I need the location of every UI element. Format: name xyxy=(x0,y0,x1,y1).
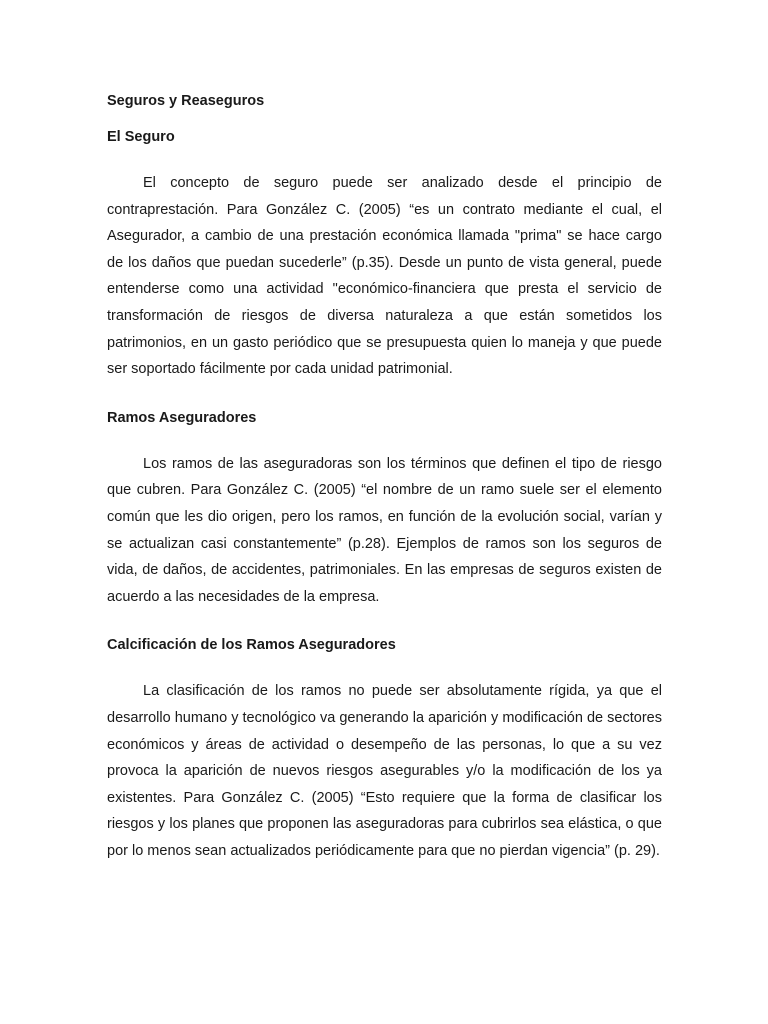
section-paragraph-calcificacion: La clasificación de los ramos no puede ser absolutamente rígida, ya que el desarrollo humano y tecnológico va generando la aparición y modificación de sectores económicos y áreas de actividad o desempeño de las personas, lo que a su vez provoca la aparición de nuevos riesgos asegurables y/o la modificación de los ya existentes. Para González C. (2005) “Esto requiere que la forma de clasificar los riesgos y los planes que proponen las aseguradoras para cubrirlos sea elástica, o que por lo menos sean actualizados periódicamente para que no pierdan vigencia” (p. 29). xyxy=(107,683,662,859)
section-heading-el-seguro: El Seguro xyxy=(107,129,175,145)
section-paragraph-ramos-aseguradores: Los ramos de las aseguradoras son los términos que definen el tipo de riesgo que cubren. Para González C. (2005) “el nombre de un ramo suele ser el elemento común que les dio origen, pero los ramos, en función de la evolución social, varían y se actualizan casi constantemente” (p.28). Ejemplos de ramos son los seguros de vida, de daños, de accidentes, patrimoniales. En las empresas de seguros existen de acuerdo a las necesidades de la empresa. xyxy=(107,455,662,605)
section-paragraph-el-seguro: El concepto de seguro puede ser analizado desde el principio de contraprestación. Para González C. (2005) “es un contrato mediante el cual, el Asegurador, a cambio de una prestación económica llamada "prima" se hace cargo de los daños que puedan sucederle” (p.35). Desde un punto de vista general, puede entenderse como una actividad "económico-financiera que presta el servicio de transformación de riesgos de diversa naturaleza a que están sometidos los patrimonios, en un gasto periódico que se presupuesta quien lo maneja y que puede ser soportado fácilmente por cada unidad patrimonial. xyxy=(107,175,662,378)
section-heading-ramos-aseguradores: Ramos Aseguradores xyxy=(107,409,257,426)
section-heading-calcificacion: Calcificación de los Ramos Aseguradores xyxy=(107,637,396,654)
document-title: Seguros y Reaseguros xyxy=(107,93,265,109)
document-body xyxy=(107,92,662,864)
